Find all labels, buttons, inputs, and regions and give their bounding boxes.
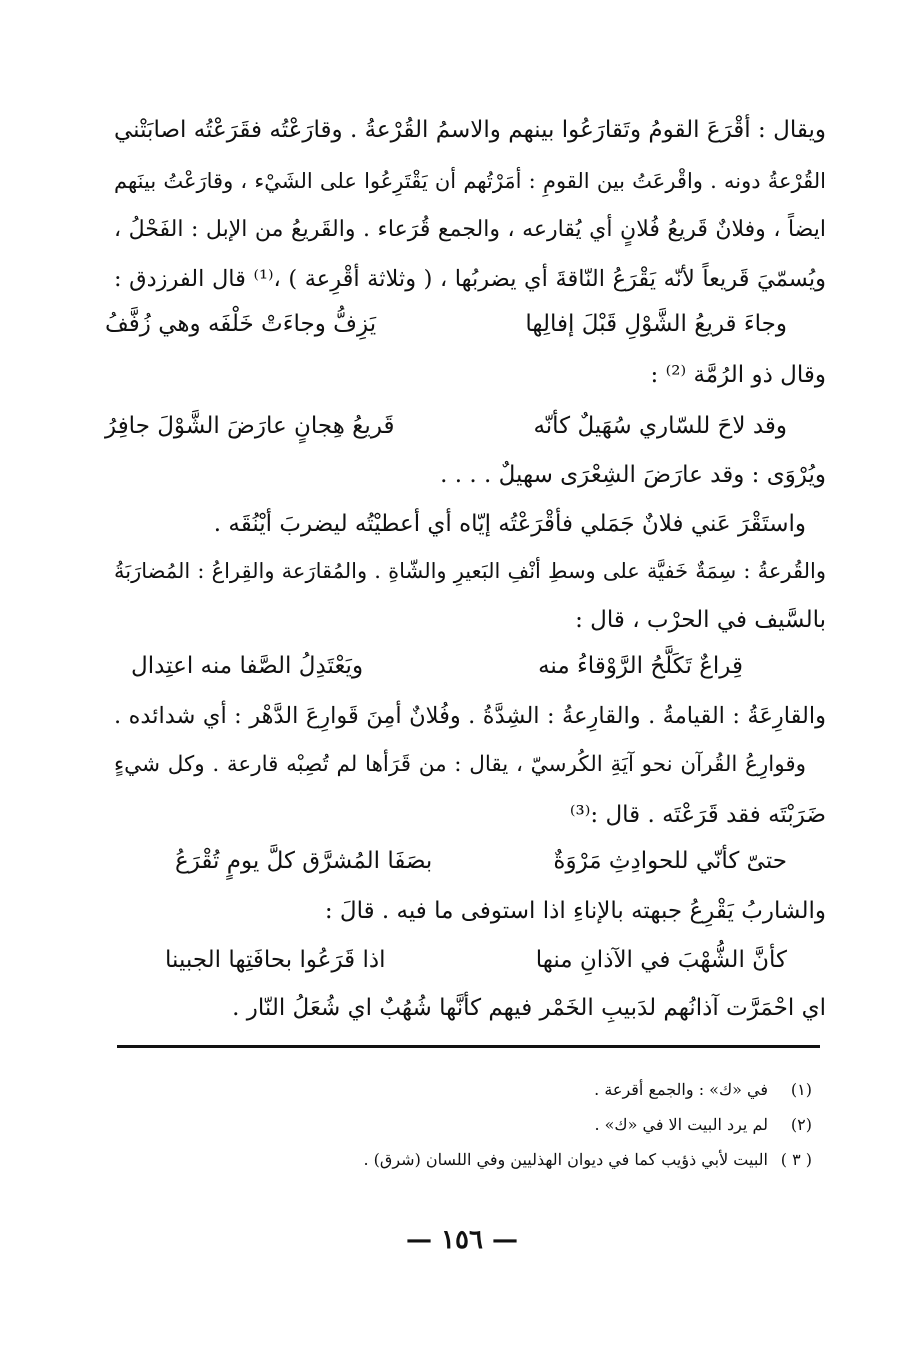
text-line: ضَرَبْتَه فقد قَرَعْتَه . قال :⁽³⁾	[569, 802, 826, 828]
text-line: والشاربُ يَقْرِعُ جبهته بالإناءِ اذا استوفى ما فيه . قالَ :	[324, 898, 826, 924]
verse-first-hemistich: وقد لاحَ للسّاري سُهَيلٌ كأنّه	[533, 413, 787, 439]
text-line: وقال ذو الرُمَّة ⁽²⁾ :	[650, 362, 826, 388]
text-line: ايضاً ، وفلانٌ قَريعُ فُلانٍ أي يُقارعه ، والجمع قُرَعاء . والقَريعُ من الإبل : الفَحْلُ ،	[114, 217, 826, 242]
verse-first-hemistich: قِراعٌ تَكَلَّحُ الرَّوْقاءُ منه	[538, 653, 743, 679]
verse-first-hemistich: كأنَّ الشُّهْبَ في الآذانِ منها	[535, 947, 787, 973]
text-line: واستَقْرَ عَني فلانٌ جَمَلي فأقْرَعْتُه إيّاه أي أعطيْتُه ليضربَ أيْنُقَه .	[213, 511, 806, 537]
footnote-text: البيت لأبي ذؤيب كما في ديوان الهذليين وفي اللسان (شرق) .	[363, 1150, 768, 1169]
footnote-number: (٢)	[790, 1115, 812, 1134]
text-line: وقوارِعُ القُرآن نحو آيَةِ الكُرسيّ ، يقال : من قَرَأها لم تُصِبْه قارعة . وكل شيءٍ	[114, 752, 806, 777]
verse-second-hemistich: يَزِفُّ وجاءَتْ خَلْفَه وهي زُفَّفُ	[105, 311, 377, 337]
verse-first-hemistich: حتىّ كأنّي للحوادِثِ مَرْوَةٌ	[553, 848, 787, 874]
footnote	[594, 1113, 812, 1137]
verse-line	[105, 408, 787, 444]
footnote	[364, 1148, 813, 1172]
verse-first-hemistich: وجاءَ قريعُ الشَّوْلِ قَبْلَ إفالِها	[525, 311, 787, 337]
text-line: اي احْمَرَّت آذانُهم لدَبيبِ الخَمْر فيهم كأنَّها شُهُبٌ اي شُعَلُ النّار .	[232, 995, 826, 1021]
verse-second-hemistich: قَريعُ هِجانٍ عارَضَ الشَّوْلَ جافِرُ	[105, 413, 395, 439]
footnote	[594, 1078, 812, 1102]
text-line: ويُسمّيَ قَريعاً لأنّه يَقْرَعُ النّاقةَ أي يضربُها ، ( وثلاثة أقْرِعة ) ،⁽¹⁾ قال الفرزدق :	[114, 266, 826, 292]
text-line: ويُرْوَى : وقد عارَضَ الشِعْرَى سهيلٌ . . . .	[440, 462, 826, 488]
verse-line	[105, 306, 787, 342]
text-line: ويقال : أقْرَعَ القومُ وتَقارَعُوا بينهم والاسمُ القُرْعةُ . وقارَعْتُه فقَرَعْتُه اصابَتْني	[114, 117, 826, 143]
text-line: والقُرعةُ : سِمَةٌ خَفيَّة على وسطِ أنْفِ البَعيرِ والشّاةِ . والمُقارَعة والقِراعُ : المُضارَبَةُ	[114, 559, 826, 583]
page-number: — ١٥٦ —	[405, 1225, 519, 1255]
footnote-number: (١)	[790, 1080, 812, 1099]
footnote-divider	[117, 1045, 820, 1048]
footnote-text: في «ك» : والجمع أقرعة .	[594, 1080, 768, 1099]
verse-line	[131, 648, 743, 684]
verse-second-hemistich: ويَعْتَدِلُ الصَّفا منه اعتِدال	[131, 653, 364, 679]
verse-line	[175, 843, 787, 879]
text-line: والقارِعَةُ : القيامةُ . والقارِعةُ : الشِدَّةُ . وفُلانٌ أمِنَ قَوارِعَ الدَّهْر : أي شدائده .	[114, 703, 826, 729]
footnote-number: ( ٣ )	[780, 1150, 812, 1169]
verse-second-hemistich: اذا قَرَعُوا بحافَتِها الجبينا	[165, 947, 386, 973]
footnote-text: لم يرد البيت الا في «ك» .	[594, 1115, 768, 1134]
text-line: بالسَّيف في الحرْب ، قال :	[575, 607, 826, 633]
verse-line	[165, 942, 787, 978]
text-line: القُرْعةُ دونه . واقْرعَتُ بين القومِ : أمَرْتُهم أن يَقْتَرِعُوا على الشَيْء ، وقارَعْتُ بينَهم	[114, 169, 826, 193]
verse-second-hemistich: بصَفَا المُشرَّق كلَّ يومٍ تُقْرَعُ	[175, 848, 433, 874]
